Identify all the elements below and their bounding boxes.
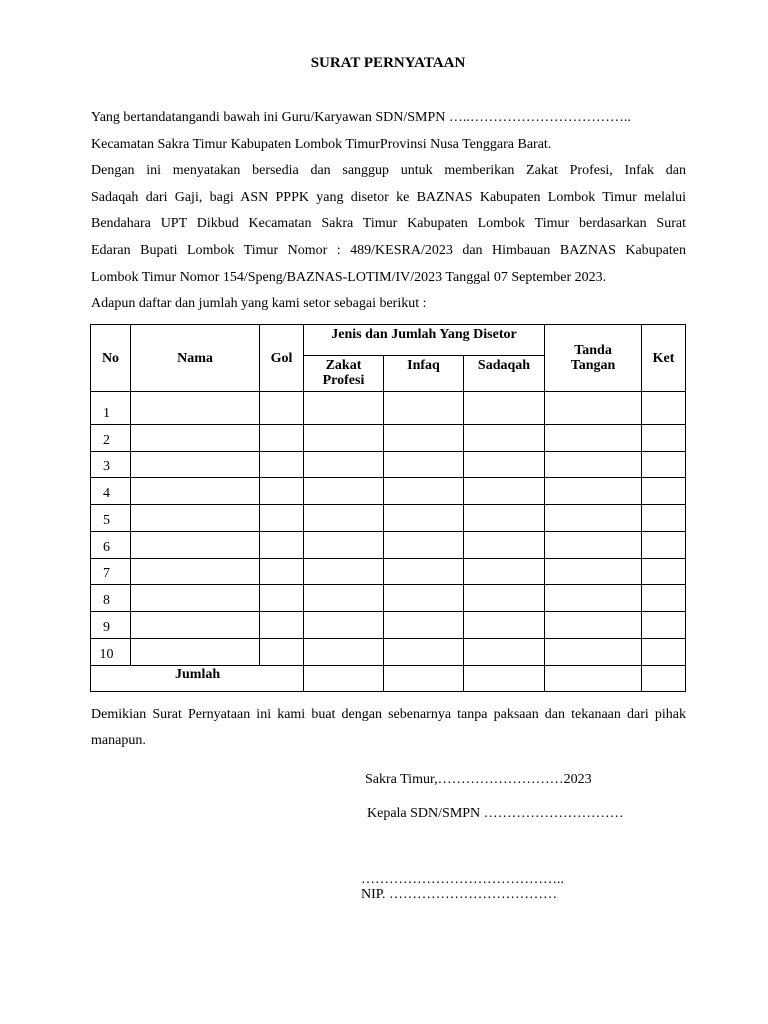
header-no: No: [91, 325, 131, 392]
cell-ket[interactable]: [642, 532, 686, 559]
cell-tanda-tangan[interactable]: [545, 585, 642, 612]
table-row: [91, 585, 686, 612]
cell-ket[interactable]: [642, 478, 686, 505]
header-profesi: Profesi: [322, 373, 365, 388]
cell-ket[interactable]: [642, 612, 686, 639]
header-tanda: Tanda: [574, 343, 612, 358]
cell-no: 7: [91, 559, 131, 585]
total-row: [91, 666, 686, 692]
cell-nama[interactable]: [131, 478, 260, 505]
table-row: [91, 612, 686, 639]
cell-infaq[interactable]: [384, 559, 464, 585]
cell-sadaqah[interactable]: [464, 532, 545, 559]
cell-tanda-tangan[interactable]: [545, 452, 642, 478]
cell-nama[interactable]: [131, 425, 260, 452]
cell-nama[interactable]: [131, 639, 260, 666]
cell-ket[interactable]: [642, 559, 686, 585]
document-title: SURAT PERNYATAAN: [310, 55, 466, 71]
statement-line-3: Bendahara UPT Dikbud Kecamatan Sakra Timur Kabupaten Lombok Timur berdasarkan Surat: [91, 216, 686, 231]
cell-ket[interactable]: [642, 452, 686, 478]
cell-sadaqah[interactable]: [464, 505, 545, 532]
cell-infaq[interactable]: [384, 639, 464, 666]
cell-nama[interactable]: [131, 532, 260, 559]
cell-gol[interactable]: [260, 425, 304, 452]
cell-tanda-tangan[interactable]: [545, 478, 642, 505]
cell-gol[interactable]: [260, 392, 304, 425]
cell-nama[interactable]: [131, 585, 260, 612]
table-row: [91, 452, 686, 478]
contribution-table: [90, 324, 686, 692]
table-row: [91, 559, 686, 585]
cell-sadaqah[interactable]: [464, 392, 545, 425]
cell-nama[interactable]: [131, 452, 260, 478]
header-gol: Gol: [260, 325, 304, 392]
cell-ket[interactable]: [642, 505, 686, 532]
cell-infaq[interactable]: [384, 425, 464, 452]
cell-tanda-tangan[interactable]: [545, 559, 642, 585]
cell-sadaqah[interactable]: [464, 585, 545, 612]
cell-zakat-profesi[interactable]: [304, 532, 384, 559]
intro-line-2: Kecamatan Sakra Timur Kabupaten Lombok TimurProvinsi Nusa Tenggara Barat.: [91, 137, 552, 152]
cell-zakat-profesi[interactable]: [304, 585, 384, 612]
cell-tanda-tangan[interactable]: [545, 532, 642, 559]
statement-line-1: Dengan ini menyatakan bersedia dan sanggup untuk memberikan Zakat Profesi, Infak dan: [91, 163, 686, 178]
header-zakat: Zakat: [325, 358, 362, 373]
header-tangan: Tangan: [570, 358, 616, 373]
cell-tanda-tangan[interactable]: [545, 392, 642, 425]
cell-tanda-tangan[interactable]: [545, 639, 642, 666]
cell-sadaqah[interactable]: [464, 612, 545, 639]
cell-zakat-profesi[interactable]: [304, 452, 384, 478]
closing-line-2: manapun.: [91, 733, 146, 748]
total-tanda-tangan[interactable]: [545, 666, 642, 692]
cell-nama[interactable]: [131, 392, 260, 425]
closing-line-1: Demikian Surat Pernyataan ini kami buat dengan sebenarnya tanpa paksaan dan tekanaan dari pihak: [91, 707, 686, 722]
total-infaq[interactable]: [384, 666, 464, 692]
statement-line-5: Lombok Timur Nomor 154/Speng/BAZNAS-LOTIM/IV/2023 Tanggal 07 September 2023.: [91, 270, 607, 285]
cell-sadaqah[interactable]: [464, 639, 545, 666]
signature-position: Kepala SDN/SMPN …………………………: [367, 806, 624, 821]
cell-infaq[interactable]: [384, 478, 464, 505]
cell-no: 9: [91, 612, 131, 639]
table-body: [91, 392, 686, 692]
cell-no: 1: [91, 392, 131, 425]
cell-sadaqah[interactable]: [464, 425, 545, 452]
cell-no: 10: [91, 639, 131, 666]
signature-name-line: ……………………………………..: [361, 872, 564, 887]
table-row: [91, 425, 686, 452]
cell-nama[interactable]: [131, 505, 260, 532]
cell-gol[interactable]: [260, 639, 304, 666]
cell-gol[interactable]: [260, 452, 304, 478]
cell-sadaqah[interactable]: [464, 478, 545, 505]
cell-nama[interactable]: [131, 612, 260, 639]
table-row: [91, 532, 686, 559]
cell-no: 4: [91, 478, 131, 505]
header-nama: Nama: [131, 325, 260, 392]
cell-tanda-tangan[interactable]: [545, 425, 642, 452]
cell-gol[interactable]: [260, 505, 304, 532]
cell-ket[interactable]: [642, 425, 686, 452]
signature-nip: NIP. ………………………………: [361, 887, 558, 902]
table-row: [91, 505, 686, 532]
cell-tanda-tangan[interactable]: [545, 612, 642, 639]
cell-no: 5: [91, 505, 131, 532]
cell-no: 2: [91, 425, 131, 452]
cell-ket[interactable]: [642, 392, 686, 425]
cell-infaq[interactable]: [384, 612, 464, 639]
cell-zakat-profesi[interactable]: [304, 478, 384, 505]
cell-zakat-profesi[interactable]: [304, 612, 384, 639]
intro-line-1: Yang bertandatangandi bawah ini Guru/Karyawan SDN/SMPN …..……………………………..: [91, 110, 631, 125]
list-intro: Adapun daftar dan jumlah yang kami setor sebagai berikut :: [91, 296, 427, 311]
cell-nama[interactable]: [131, 559, 260, 585]
cell-zakat-profesi[interactable]: [304, 392, 384, 425]
signature-place-date: Sakra Timur,………………………2023: [365, 772, 592, 787]
cell-infaq[interactable]: [384, 392, 464, 425]
cell-no: 3: [91, 452, 131, 478]
header-zakat-profesi: [304, 356, 384, 392]
cell-gol[interactable]: [260, 559, 304, 585]
header-tanda-tangan: [545, 325, 642, 392]
cell-no: 6: [91, 532, 131, 559]
cell-ket[interactable]: [642, 585, 686, 612]
cell-sadaqah[interactable]: [464, 452, 545, 478]
cell-infaq[interactable]: [384, 505, 464, 532]
cell-no: 8: [91, 585, 131, 612]
cell-ket[interactable]: [642, 639, 686, 666]
total-label: Jumlah: [91, 666, 304, 692]
cell-infaq[interactable]: [384, 532, 464, 559]
total-ket[interactable]: [642, 666, 686, 692]
table-row: [91, 392, 686, 425]
header-jenis-jumlah: Jenis dan Jumlah Yang Disetor: [304, 325, 545, 356]
header-infaq: Infaq: [384, 356, 464, 392]
header-sadaqah: Sadaqah: [464, 356, 545, 392]
statement-line-2: Sadaqah dari Gaji, bagi ASN PPPK yang disetor ke BAZNAS Kabupaten Lombok Timur melalui: [91, 190, 686, 205]
cell-zakat-profesi[interactable]: [304, 559, 384, 585]
statement-line-4: Edaran Bupati Lombok Timur Nomor : 489/KESRA/2023 dan Himbauan BAZNAS Kabupaten: [91, 243, 686, 258]
cell-gol[interactable]: [260, 585, 304, 612]
cell-gol[interactable]: [260, 532, 304, 559]
cell-zakat-profesi[interactable]: [304, 639, 384, 666]
cell-gol[interactable]: [260, 612, 304, 639]
table-row: [91, 639, 686, 666]
cell-gol[interactable]: [260, 478, 304, 505]
header-ket: Ket: [642, 325, 686, 392]
cell-zakat-profesi[interactable]: [304, 505, 384, 532]
total-zakat-profesi[interactable]: [304, 666, 384, 692]
cell-zakat-profesi[interactable]: [304, 425, 384, 452]
total-sadaqah[interactable]: [464, 666, 545, 692]
table-row: [91, 478, 686, 505]
cell-infaq[interactable]: [384, 585, 464, 612]
cell-tanda-tangan[interactable]: [545, 505, 642, 532]
cell-infaq[interactable]: [384, 452, 464, 478]
cell-sadaqah[interactable]: [464, 559, 545, 585]
